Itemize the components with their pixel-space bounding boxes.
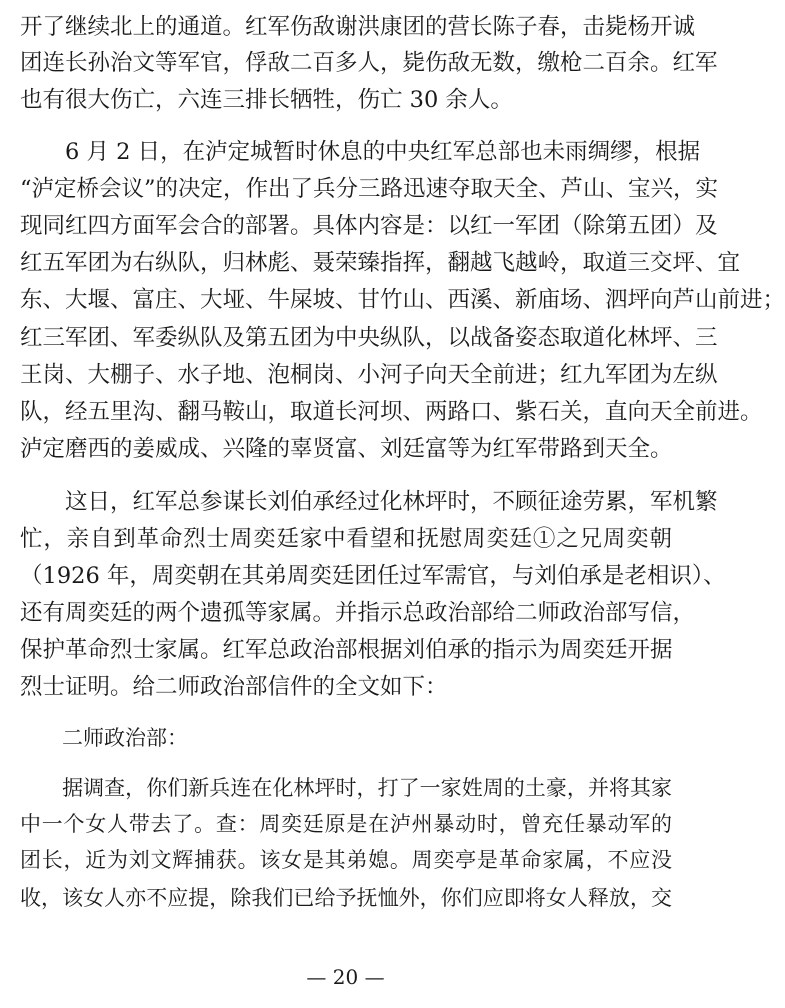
text-line: 这日，红军总参谋长刘伯承经过化林坪时，不顾征途劳累，军机繁 — [20, 489, 718, 515]
letter-salutation: 二师政治部： — [20, 726, 188, 750]
text-line: 团连长孙治文等军官，俘敌二百多人，毙伤敌无数，缴枪二百余。红军 — [20, 50, 718, 76]
text-line: 烈士证明。给二师政治部信件的全文如下： — [20, 674, 448, 700]
letter-line: 中一个女人带去了。查：周奕廷原是在泸州暴动时，曾充任暴动军的 — [20, 812, 672, 836]
page-number: — 20 — — [306, 965, 385, 989]
text-line: 还有周奕廷的两个遗孤等家属。并指示总政治部给二师政治部写信， — [20, 600, 696, 626]
text-line: 开了继续北上的通道。红军伤敌谢洪康团的营长陈子春，击毙杨开诚 — [20, 14, 696, 40]
text-line: 队，经五里沟、翻马鞍山，取道长河坝、两路口、紫石关，直向天全前进。 — [20, 399, 763, 425]
text-line: 也有很大伤亡，六连三排长牺牲，伤亡 30 余人。 — [20, 87, 513, 113]
text-line: 王岗、大棚子、水子地、泡桐岗、小河子向天全前进；红九军团为左纵 — [20, 362, 718, 388]
letter-line: 据调查，你们新兵连在化林坪时，打了一家姓周的土豪，并将其家 — [20, 776, 672, 800]
text-line: “泸定桥会议”的决定，作出了兵分三路迅速夺取天全、芦山、宝兴，实 — [20, 176, 719, 202]
text-line: 红三军团、军委纵队及第五团为中央纵队，以战备姿态取道化林坪、三 — [20, 325, 718, 351]
text-line: （1926 年，周奕朝在其弟周奕廷团任过军需官，与刘伯承是老相识）、 — [20, 563, 726, 589]
text-line: 泸定磨西的姜威成、兴隆的辜贤富、刘廷富等为红军带路到天全。 — [20, 436, 673, 462]
text-line: 6 月 2 日，在泸定城暂时休息的中央红军总部也未雨绸缪，根据 — [20, 139, 701, 165]
letter-line: 收，该女人亦不应提，除我们已给予抚恤外，你们应即将女人释放，交 — [20, 886, 672, 910]
text-line: 东、大堰、富庄、大垭、牛屎坡、甘竹山、西溪、新庙场、泗坪向芦山前进； — [20, 287, 785, 313]
text-line: 忙，亲自到革命烈士周奕廷家中看望和抚慰周奕廷①之兄周奕朝 — [20, 526, 672, 552]
text-line: 红五军团为右纵队，归林彪、聂荣臻指挥，翻越飞越岭，取道三交坪、宜 — [20, 250, 741, 276]
text-line: 保护革命烈士家属。红军总政治部根据刘伯承的指示为周奕廷开据 — [20, 637, 673, 663]
text-line: 现同红四方面军会合的部署。具体内容是：以红一军团（除第五团）及 — [20, 213, 718, 239]
letter-line: 团长，近为刘文辉捕获。该女是其弟媳。周奕亭是革命家属，不应没 — [20, 848, 672, 872]
